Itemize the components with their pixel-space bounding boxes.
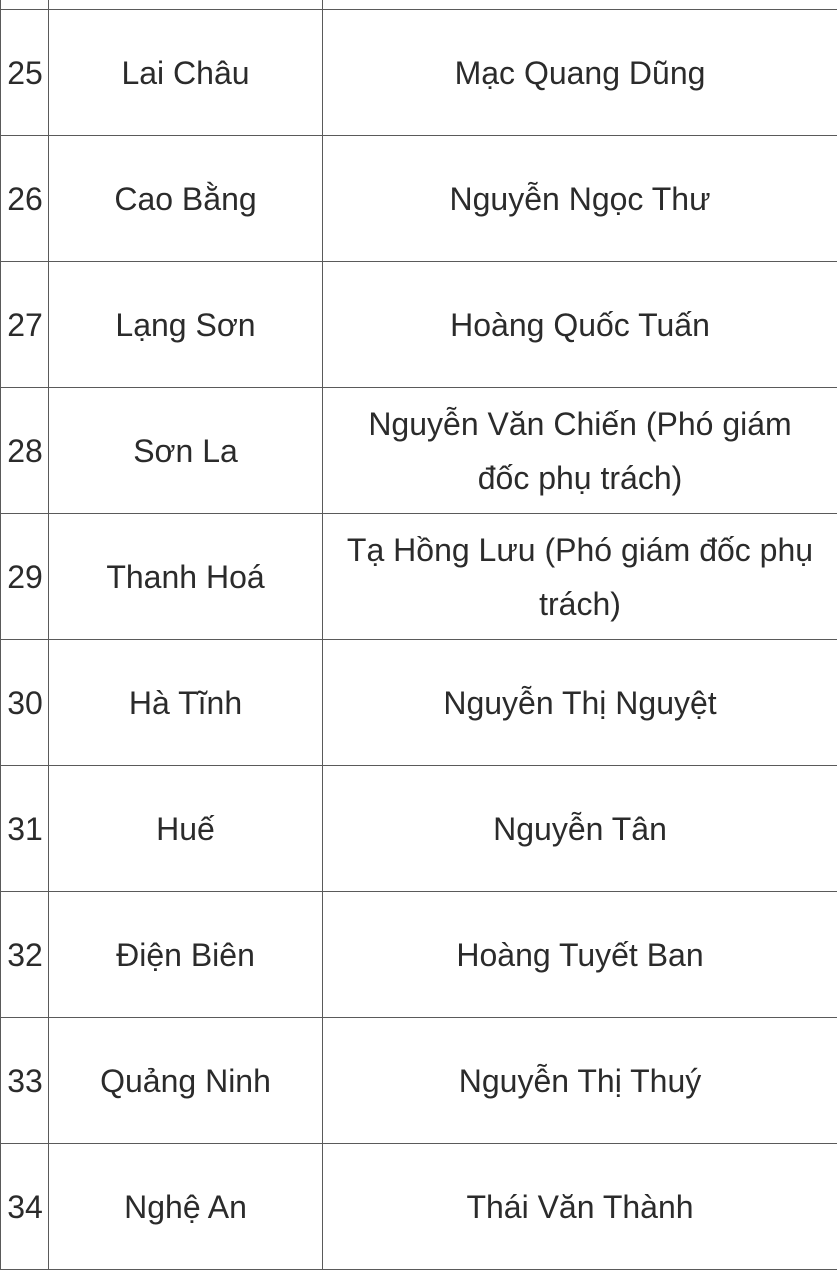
director-cell: Nguyễn Văn Chiến (Phó giám đốc phụ trách) [323,388,837,514]
table-row [1,514,837,640]
province-cell: Cao Bằng [49,136,323,262]
table-row [1,640,837,766]
province-cell: Sơn La [49,388,323,514]
row-number-cell [1,640,49,766]
province-cell: Lạng Sơn [49,262,323,388]
province-cell: Huế [49,766,323,892]
row-number: 30 [7,684,43,721]
table-row [1,136,837,262]
row-number: 31 [7,810,43,847]
table-cell [323,0,837,10]
province-cell: Điện Biên [49,892,323,1018]
row-number-cell [1,1144,49,1270]
province-cell: Quảng Ninh [49,1018,323,1144]
row-number-cell [1,10,49,136]
row-number-cell [1,892,49,1018]
row-number: 28 [7,432,43,469]
table-row-partial [1,0,837,10]
row-number: 27 [7,306,43,343]
row-number: 29 [7,558,43,595]
director-cell: Nguyễn Thị Nguyệt [323,640,837,766]
row-number-cell [1,136,49,262]
row-number: 33 [7,1062,43,1099]
director-cell: Thái Văn Thành [323,1144,837,1270]
table-row [1,1144,837,1270]
row-number: 25 [7,54,43,91]
table-row [1,892,837,1018]
director-cell: Tạ Hồng Lưu (Phó giám đốc phụ trách) [323,514,837,640]
row-number-cell [1,1018,49,1144]
row-number: 34 [7,1188,43,1225]
province-cell: Lai Châu [49,10,323,136]
table-row [1,388,837,514]
row-number-cell [1,388,49,514]
director-cell: Nguyễn Ngọc Thư [323,136,837,262]
director-cell: Nguyễn Thị Thuý [323,1018,837,1144]
director-cell: Nguyễn Tân [323,766,837,892]
row-number: 26 [7,180,43,217]
director-cell: Hoàng Quốc Tuấn [323,262,837,388]
table-row [1,1018,837,1144]
row-number: 32 [7,936,43,973]
row-number-cell [1,514,49,640]
province-cell: Hà Tĩnh [49,640,323,766]
table-cell [49,0,323,10]
row-number-cell [1,766,49,892]
province-cell: Nghệ An [49,1144,323,1270]
director-cell: Mạc Quang Dũng [323,10,837,136]
table-row [1,10,837,136]
table-row [1,262,837,388]
province-cell: Thanh Hoá [49,514,323,640]
table-cell [1,0,49,10]
table-row [1,766,837,892]
row-number-cell [1,262,49,388]
director-cell: Hoàng Tuyết Ban [323,892,837,1018]
